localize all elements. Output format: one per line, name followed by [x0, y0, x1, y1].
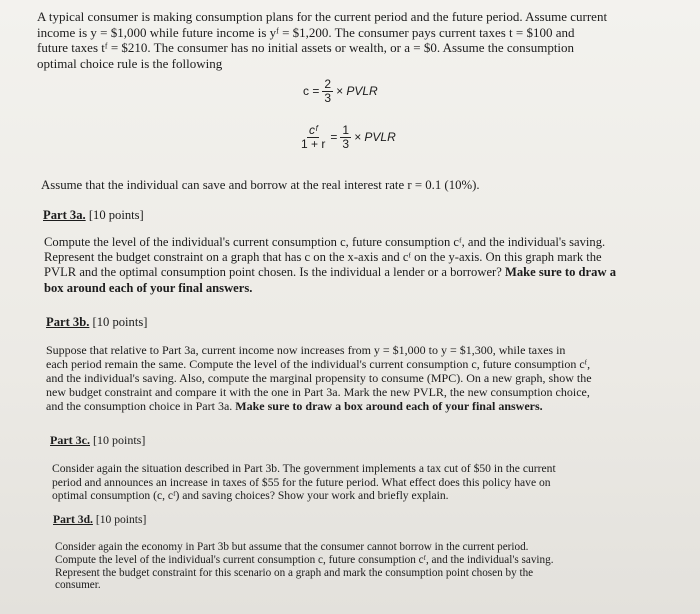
part3d-heading: Part 3d. [53, 513, 93, 526]
part3b-line: each period remain the same. Compute the level of the individual's current consumption c, future consumption cᶠ, [46, 357, 591, 371]
part3a-line [44, 265, 664, 280]
eq2-equals: = [330, 129, 338, 144]
part3a-line: Represent the budget constraint on a graph that has c on the x-axis and cᶠ on the y-axis. On this graph mark the [44, 250, 602, 265]
part3a-heading: Part 3a. [43, 208, 86, 222]
eq2-numerator: 1 [342, 123, 350, 137]
part3d-paragraph [55, 541, 653, 592]
intro-line: income is y = $1,000 while future income is yᶠ = $1,200. The consumer pays current taxes t = $100 and [37, 24, 575, 40]
part3c-line: optimal consumption (c, cᶠ) and saving choices? Show your work and briefly explain. [52, 489, 449, 503]
equation-future-consumption [296, 124, 700, 151]
part3b-line [46, 399, 664, 413]
part3b-heading: Part 3b. [46, 315, 90, 329]
part3b-last-bold: Make sure to draw a box around each of your final answers. [235, 399, 543, 413]
intro-line: optimal choice rule is the following [37, 55, 223, 71]
part3a-bold-last: box around each of your final answers. [44, 280, 253, 295]
part3b-line: and the individual's saving. Also, compute the marginal propensity to consume (MPC). On a new graph, show the [46, 371, 592, 385]
part3d-line: consumer. [55, 579, 101, 592]
part3a-points: [10 points] [88, 208, 144, 222]
intro-paragraph [37, 9, 677, 71]
eq1-rhs: × PVLR [336, 83, 378, 98]
part3b-points: [10 points] [92, 315, 148, 329]
part3c-line: Consider again the situation described in Part 3b. The government implements a tax cut of $50 in the current [52, 462, 556, 475]
part3d-line: Compute the level of the individual's current consumption c, future consumption cᶠ, and the individual's saving. [55, 553, 554, 566]
eq2-lhs-fraction [299, 124, 327, 151]
intro-line: A typical consumer is making consumption plans for the current period and the future period. Assume current [37, 9, 608, 24]
part3c-heading-row [50, 433, 145, 448]
eq2-fraction [340, 124, 351, 151]
eq2-rhs: × PVLR [354, 129, 396, 144]
part3d-line: Represent the budget constraint for this scenario on a graph and mark the consumption point chosen by the [55, 566, 534, 579]
equation-current-consumption [303, 78, 700, 105]
part3d-line: Consider again the economy in Part 3b but assume that the consumer cannot borrow in the current period. [55, 541, 529, 553]
part3d-heading-row [53, 513, 146, 526]
part3c-line: period and announces an increase in taxes of $55 for the future period. What effect does this policy have on [52, 475, 551, 489]
part3d-points: [10 points] [95, 513, 147, 526]
part3a-heading-row [43, 208, 144, 223]
eq1-denominator: 3 [324, 91, 332, 105]
part3c-paragraph [52, 462, 652, 503]
eq2-lhs-numerator: cᶠ [308, 123, 318, 137]
part3a-bold-instruction: Make sure to draw a [504, 265, 616, 280]
intro-line: future taxes tᶠ = $210. The consumer has no initial assets or wealth, or a = $0. Assume the consumption [37, 40, 575, 55]
part3a-paragraph [44, 235, 664, 296]
part3b-paragraph [46, 343, 664, 413]
part3c-heading: Part 3c. [50, 433, 90, 447]
part3b-last-plain: and the consumption choice in Part 3a. [46, 399, 233, 413]
part3b-heading-row [46, 315, 147, 330]
part3c-points: [10 points] [92, 433, 146, 447]
eq2-denominator: 3 [342, 137, 350, 151]
eq1-lhs: c = [303, 83, 320, 98]
eq1-numerator: 2 [324, 77, 332, 91]
part3a-line-text: PVLR and the optimal consumption point chosen. Is the individual a lender or a borrower? [44, 265, 502, 280]
part3a-line: Compute the level of the individual's current consumption c, future consumption cᶠ, and the individual's saving. [44, 235, 606, 249]
eq2-lhs-denominator: 1 + r [301, 137, 326, 151]
part3b-line: new budget constraint and compare it with the one in Part 3a. Mark the new PVLR, the new consumption choice, [46, 385, 590, 399]
eq1-fraction [322, 78, 333, 105]
part3b-line: Suppose that relative to Part 3a, current income now increases from y = $1,000 to y = $1,300, while taxes in [46, 343, 566, 357]
interest-rate-text: Assume that the individual can save and borrow at the real interest rate r = 0.1 (10%). [41, 178, 480, 192]
